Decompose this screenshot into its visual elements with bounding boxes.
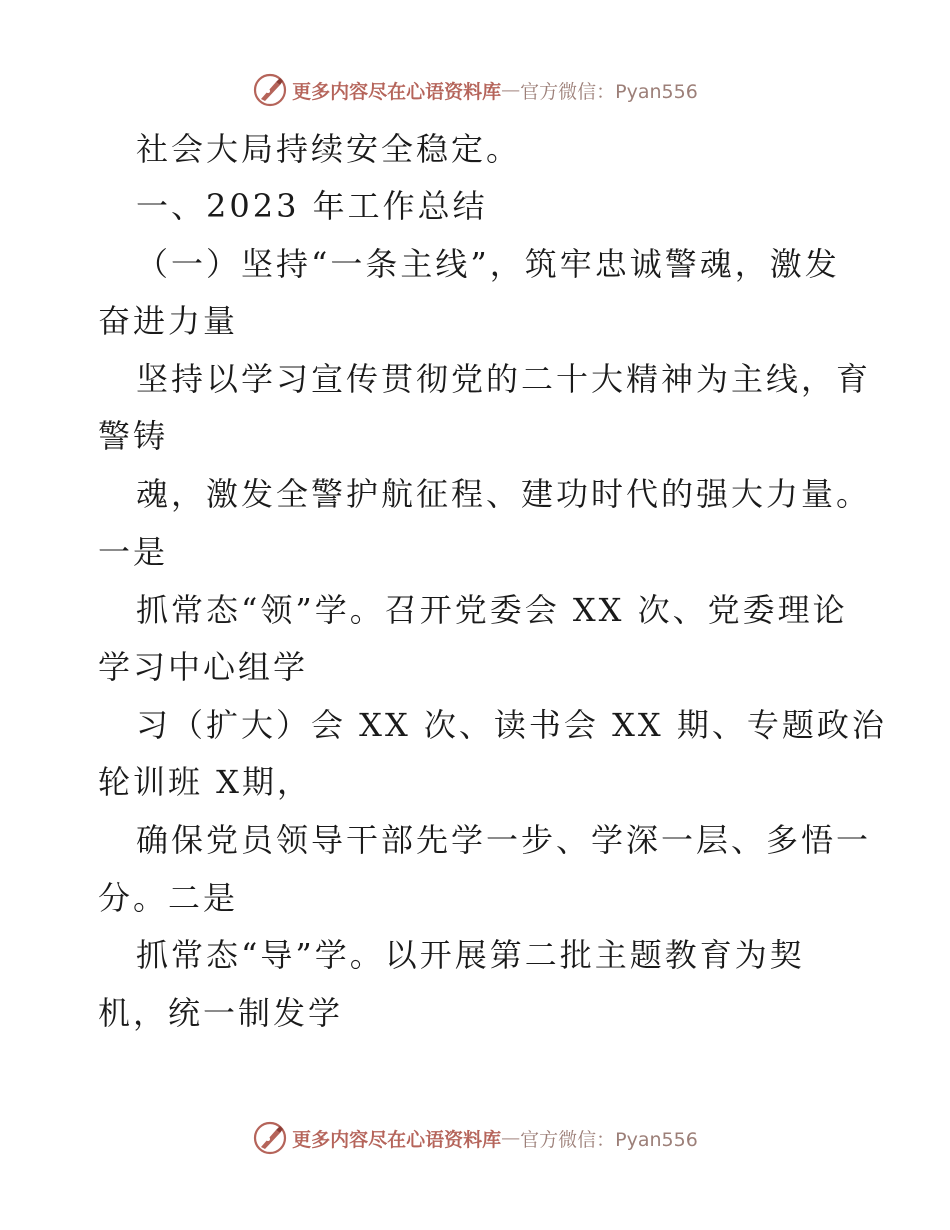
banner-brand: 更多内容尽在心语资料库 xyxy=(292,1128,502,1151)
text-line: 学习中心组学 xyxy=(98,648,309,686)
text-line: 确保党员领导干部先学一步、学深一层、多悟一 xyxy=(136,821,872,859)
banner-separator: — xyxy=(501,1127,521,1149)
text-line: 轮训班 X期， xyxy=(98,763,312,801)
text-line: 习（扩大）会 XX 次、读书会 XX 期、专题政治 xyxy=(136,706,887,744)
header-banner xyxy=(0,70,950,110)
pen-logo-icon xyxy=(252,72,288,108)
pen-logo-icon xyxy=(252,1120,288,1156)
text-line: 抓常态“领”学。召开党委会 XX 次、党委理论 xyxy=(136,591,848,629)
banner-separator: — xyxy=(501,79,521,101)
text-line: 抓常态“导”学。以开展第二批主题教育为契 xyxy=(136,936,805,974)
text-line: 一、2023 年工作总结 xyxy=(136,187,488,225)
banner-wechat: 官方微信：Pyan556 xyxy=(520,1128,698,1151)
banner-brand: 更多内容尽在心语资料库 xyxy=(292,80,502,103)
text-line: 一是 xyxy=(98,533,169,571)
text-line: 警铸 xyxy=(98,417,169,455)
banner-wechat: 官方微信：Pyan556 xyxy=(520,80,698,103)
text-line: 分。二是 xyxy=(98,879,239,917)
text-line: 坚持以学习宣传贯彻党的二十大精神为主线，育 xyxy=(136,360,872,398)
text-line: 机，统一制发学 xyxy=(98,994,344,1032)
text-line: 魂，激发全警护航征程、建功时代的强大力量。 xyxy=(136,475,872,513)
text-line: 奋进力量 xyxy=(98,302,239,340)
footer-banner xyxy=(0,1118,950,1158)
text-line: 社会大局持续安全稳定。 xyxy=(136,130,522,168)
text-line: （一）坚持“一条主线”，筑牢忠诚警魂，激发 xyxy=(136,245,840,283)
